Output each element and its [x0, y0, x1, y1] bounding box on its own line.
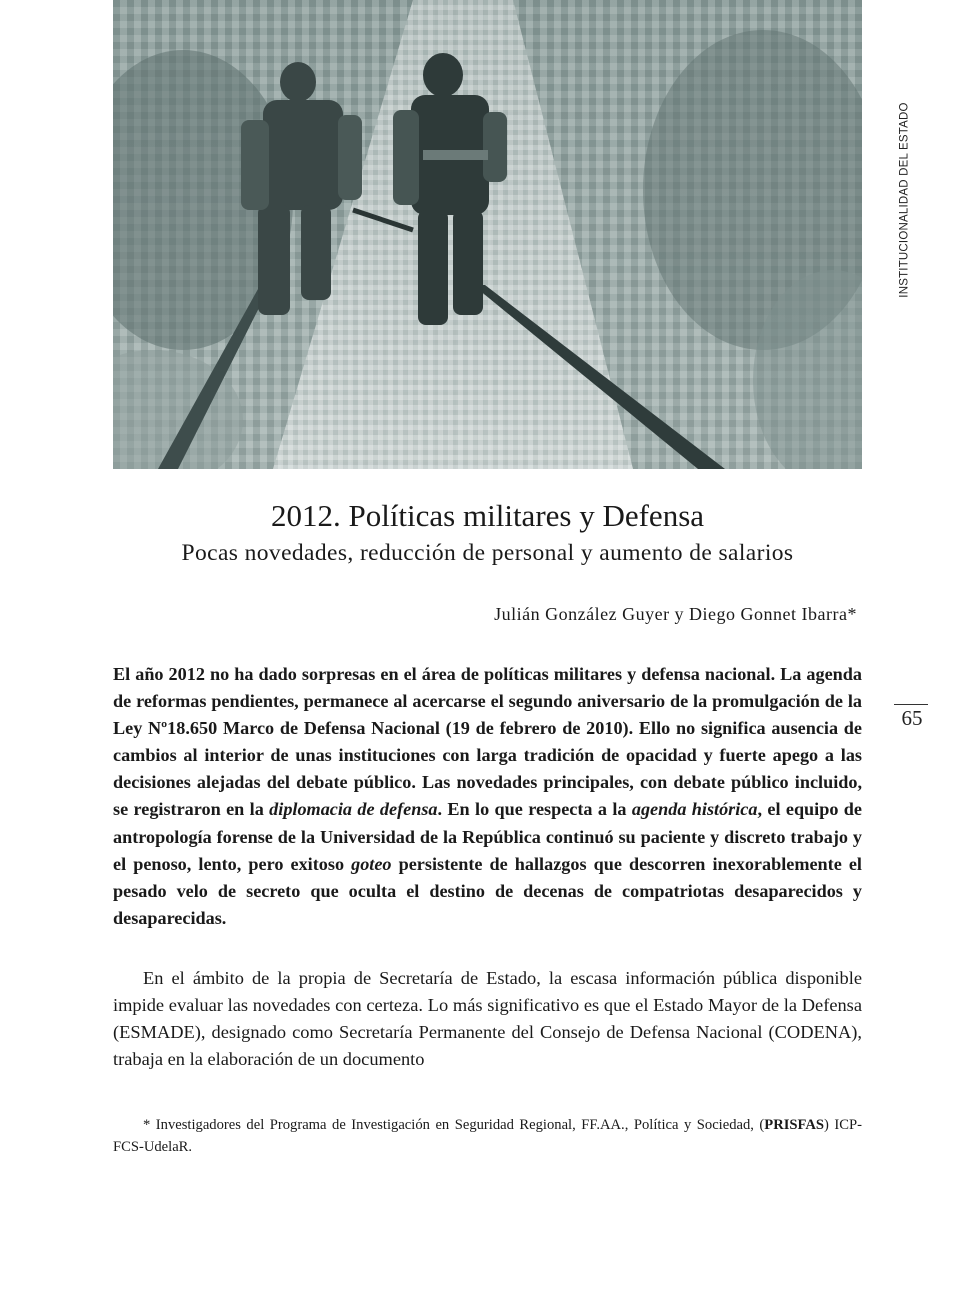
footnote [113, 1114, 862, 1158]
abstract-text-4: persistente de hallazgos que descorren inexorablemente el pesado velo de secreto que oculta el destino de decenas de compatriotas desaparecidos y desaparecidas. [113, 853, 862, 928]
article-authors: Julián González Guyer y Diego Gonnet Ibarra* [494, 604, 857, 624]
section-label [890, 102, 920, 298]
article-title: 2012. Políticas militares y Defensa [270, 498, 705, 533]
section-label-text: INSTITUCIONALIDAD DEL ESTADO [899, 102, 912, 298]
abstract-emphasis-2: agenda histórica [631, 799, 758, 820]
article-subtitle: Pocas novedades, reducción de personal y aumento de salarios [181, 540, 794, 566]
abstract-text-3: , el equipo de antropología forense de la Universidad de la República continuó su paciente y discreto trabajo y el penoso, lento, pero exitoso [113, 799, 862, 874]
footnote-text-1: * Investigadores del Programa de Investigación en Seguridad Regional, FF.AA., Política y Sociedad, ( [143, 1117, 765, 1133]
footnote-acronym: PRISFAS [764, 1117, 825, 1133]
abstract-paragraph [113, 661, 862, 932]
abstract-emphasis-1: diplomacia de defensa [269, 799, 438, 820]
footnote-text-2: ) ICP-FCS-UdelaR. [113, 1117, 862, 1155]
body-paragraph: En el ámbito de la propia de Secretaría de Estado, la escasa información pública disponible impide evaluar las novedades con certeza. Lo más significativo es que el Estado Mayor de la Defensa (ESMADE), designado como Secretaría Permanente del Consejo de Defensa Nacional (CODENA), trabaja en la elaboración de un documento [113, 968, 862, 1070]
page-number: 65 [901, 706, 923, 730]
abstract-text-1: El año 2012 no ha dado sorpresas en el área de políticas militares y defensa nacional. La agenda de reformas pendientes, permanece al acercarse el segundo aniversario de la promulgación de la Ley Nº18.650 Marco de Defensa Nacional (19 de febrero de 2010). Ello no significa ausencia de cambios al interior de unas instituciones con larga tradición de opacidad y fuerte apego a las decisiones alejadas del debate público. Las novedades principales, con debate público incluido, se registraron en la [113, 664, 862, 820]
page-number-rule [894, 704, 928, 705]
abstract-text-2: . En lo que respecta a la [437, 799, 632, 820]
abstract-emphasis-3: goteo [351, 853, 392, 874]
soldiers-on-railway-image [113, 0, 862, 469]
article-photo [113, 0, 862, 469]
